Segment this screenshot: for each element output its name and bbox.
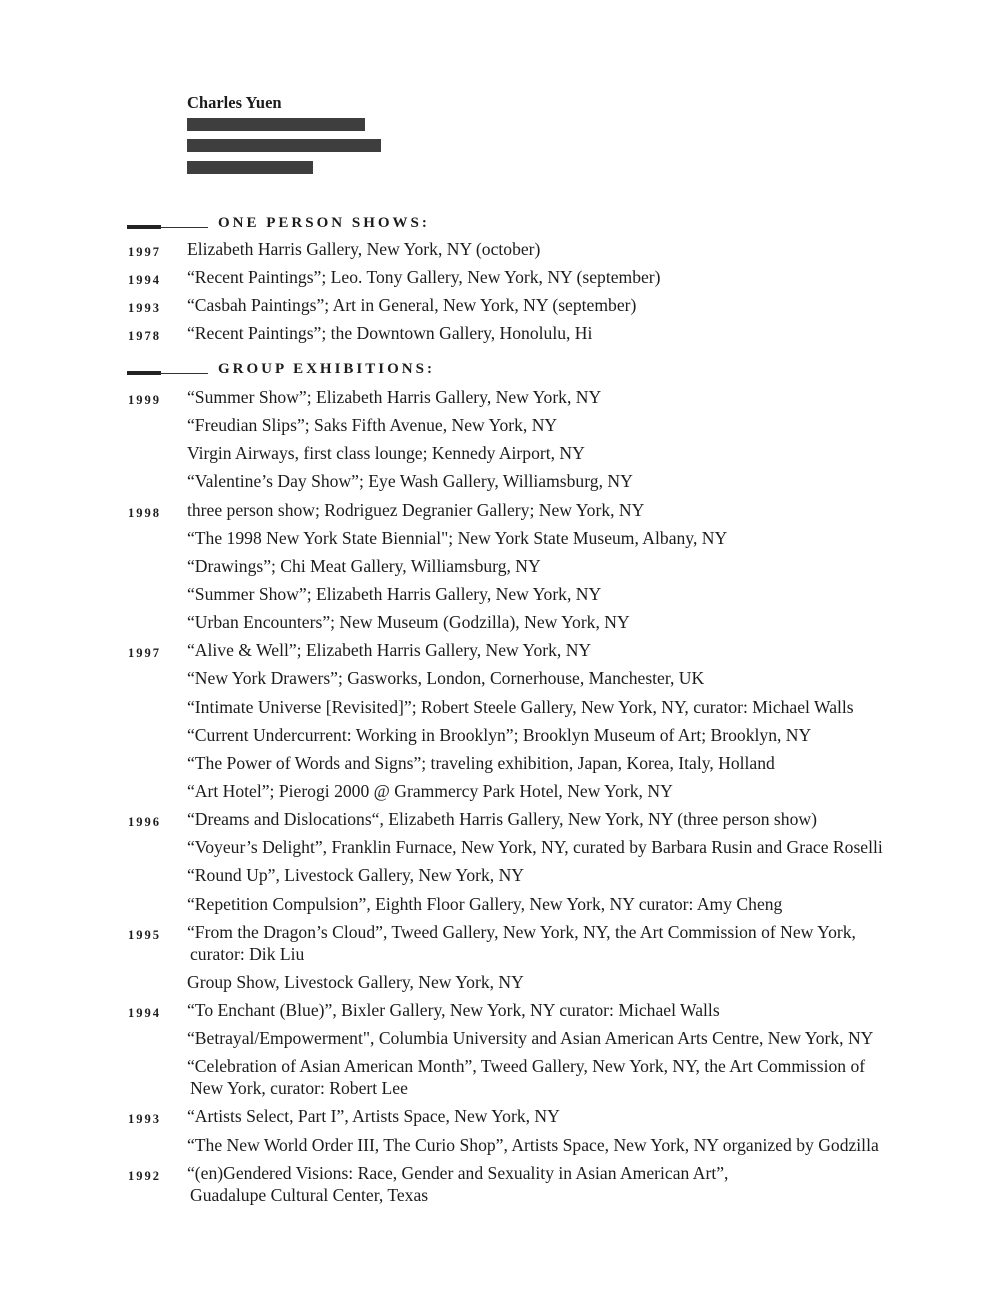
exhibition-entry xyxy=(0,1134,1000,1156)
entry-line: “Dreams and Dislocations“, Elizabeth Harris Gallery, New York, NY (three person show) xyxy=(187,809,817,830)
entry-line: Elizabeth Harris Gallery, New York, NY (october) xyxy=(187,239,541,259)
entry-line: “Repetition Compulsion”, Eighth Floor Gallery, New York, NY curator: Amy Cheng xyxy=(187,893,783,914)
exhibition-entry xyxy=(0,386,1000,408)
entry-line: “Recent Paintings”; the Downtown Gallery, Honolulu, Hi xyxy=(187,323,593,344)
entry-year: 1978 xyxy=(128,329,161,344)
entry-year: 1993 xyxy=(128,301,161,316)
entry-line: “Summer Show”; Elizabeth Harris Gallery, New York, NY xyxy=(187,583,602,604)
exhibition-entry xyxy=(0,864,1000,886)
entry-year: 1992 xyxy=(128,1168,161,1183)
exhibition-entry xyxy=(0,414,1000,436)
one-person-shows-list xyxy=(0,238,1000,351)
exhibition-entry xyxy=(0,836,1000,858)
exhibition-entry xyxy=(0,971,1000,993)
entry-line: “Betrayal/Empowerment", Columbia University and Asian American Arts Centre, New York, NY xyxy=(187,1028,874,1049)
entry-line: “Round Up”, Livestock Gallery, New York, NY xyxy=(187,865,524,886)
section-rule-thick xyxy=(127,225,161,229)
entry-year: 1993 xyxy=(128,1112,161,1127)
entry-line: “Voyeur’s Delight”, Franklin Furnace, New York, NY, curated by Barbara Rusin and Grace Roselli xyxy=(187,837,883,858)
entry-year: 1997 xyxy=(128,245,161,259)
section-rule-thick xyxy=(127,371,161,375)
exhibition-entry xyxy=(0,470,1000,492)
redacted-city-line xyxy=(187,139,381,152)
exhibition-entry xyxy=(0,499,1000,521)
exhibition-entry xyxy=(0,780,1000,802)
entry-year: 1998 xyxy=(128,505,161,520)
entry-line: Guadalupe Cultural Center, Texas xyxy=(190,1184,429,1205)
entry-line: “Artists Select, Part I”, Artists Space, New York, NY xyxy=(187,1106,560,1127)
exhibition-entry xyxy=(0,921,1000,965)
entry-line: “Art Hotel”; Pierogi 2000 @ Grammercy Park Hotel, New York, NY xyxy=(187,780,673,801)
exhibition-entry xyxy=(0,238,1000,260)
entry-year: 1995 xyxy=(128,927,161,942)
exhibition-entry xyxy=(0,808,1000,830)
exhibition-entry xyxy=(0,724,1000,746)
exhibition-entry xyxy=(0,1105,1000,1127)
group-exhibitions-list xyxy=(0,386,1000,1212)
exhibition-entry xyxy=(0,639,1000,661)
exhibition-entry xyxy=(0,752,1000,774)
entry-line: “Recent Paintings”; Leo. Tony Gallery, New York, NY (september) xyxy=(187,267,661,288)
entry-line: “The New World Order III, The Curio Shop”, Artists Space, New York, NY organized by Godzilla xyxy=(187,1134,879,1155)
entry-line: “Alive & Well”; Elizabeth Harris Gallery, New York, NY xyxy=(187,640,592,661)
entry-line: “(en)Gendered Visions: Race, Gender and Sexuality in Asian American Art”, xyxy=(187,1162,729,1183)
artist-name: Charles Yuen xyxy=(187,93,282,112)
entry-line: “New York Drawers”; Gasworks, London, Cornerhouse, Manchester, UK xyxy=(187,668,705,689)
entry-line: New York, curator: Robert Lee xyxy=(190,1078,408,1099)
exhibition-entry xyxy=(0,1027,1000,1049)
exhibition-entry xyxy=(0,1055,1000,1099)
exhibition-entry xyxy=(0,442,1000,464)
section-header-group-exhibitions xyxy=(0,359,1000,379)
exhibition-entry xyxy=(0,322,1000,344)
exhibition-entry xyxy=(0,893,1000,915)
entry-line: “Valentine’s Day Show”; Eye Wash Gallery, Williamsburg, NY xyxy=(187,471,633,492)
section-title: ONE PERSON SHOWS: xyxy=(218,215,430,231)
entry-line: “Intimate Universe [Revisited]”; Robert Steele Gallery, New York, NY, curator: Michael Walls xyxy=(187,696,854,717)
entry-line: curator: Dik Liu xyxy=(190,943,305,964)
redacted-address-line xyxy=(187,118,365,131)
entry-year: 1994 xyxy=(128,273,161,288)
exhibition-entry xyxy=(0,1162,1000,1206)
entry-line: “Summer Show”; Elizabeth Harris Gallery, New York, NY xyxy=(187,387,602,407)
exhibition-entry xyxy=(0,999,1000,1021)
exhibition-entry xyxy=(0,527,1000,549)
entry-year: 1997 xyxy=(128,646,161,661)
entry-year: 1994 xyxy=(128,1005,161,1020)
entry-line: “Drawings”; Chi Meat Gallery, Williamsburg, NY xyxy=(187,555,541,576)
entry-line: “The Power of Words and Signs”; traveling exhibition, Japan, Korea, Italy, Holland xyxy=(187,752,775,773)
entry-line: “The 1998 New York State Biennial"; New York State Museum, Albany, NY xyxy=(187,527,728,548)
entry-line: “Casbah Paintings”; Art in General, New York, NY (september) xyxy=(187,295,637,316)
redacted-phone-line xyxy=(187,161,313,174)
exhibition-entry xyxy=(0,696,1000,718)
entry-line: “Freudian Slips”; Saks Fifth Avenue, New York, NY xyxy=(187,415,558,436)
entry-line: “To Enchant (Blue)”, Bixler Gallery, New York, NY curator: Michael Walls xyxy=(187,999,720,1020)
exhibition-entry xyxy=(0,583,1000,605)
entry-line: “Current Undercurrent: Working in Brooklyn”; Brooklyn Museum of Art; Brooklyn, NY xyxy=(187,724,812,745)
entry-line: “From the Dragon’s Cloud”, Tweed Gallery, New York, NY, the Art Commission of New York, xyxy=(187,921,856,942)
entry-year: 1999 xyxy=(128,393,161,407)
entry-line: three person show; Rodriguez Degranier Gallery; New York, NY xyxy=(187,499,645,520)
exhibition-entry xyxy=(0,266,1000,288)
section-rule-thin xyxy=(160,227,208,228)
section-rule-thin xyxy=(160,373,208,374)
section-header-one-person-shows xyxy=(0,213,1000,233)
entry-year: 1996 xyxy=(128,815,161,830)
entry-line: Group Show, Livestock Gallery, New York, NY xyxy=(187,971,524,992)
exhibition-entry xyxy=(0,667,1000,689)
exhibition-entry xyxy=(0,555,1000,577)
entry-line: Virgin Airways, first class lounge; Kennedy Airport, NY xyxy=(187,443,585,464)
entry-line: “Celebration of Asian American Month”, Tweed Gallery, New York, NY, the Art Commission of xyxy=(187,1056,866,1077)
entry-line: “Urban Encounters”; New Museum (Godzilla), New York, NY xyxy=(187,612,630,633)
exhibition-entry xyxy=(0,611,1000,633)
exhibition-entry xyxy=(0,294,1000,316)
section-title: GROUP EXHIBITIONS: xyxy=(218,361,435,377)
